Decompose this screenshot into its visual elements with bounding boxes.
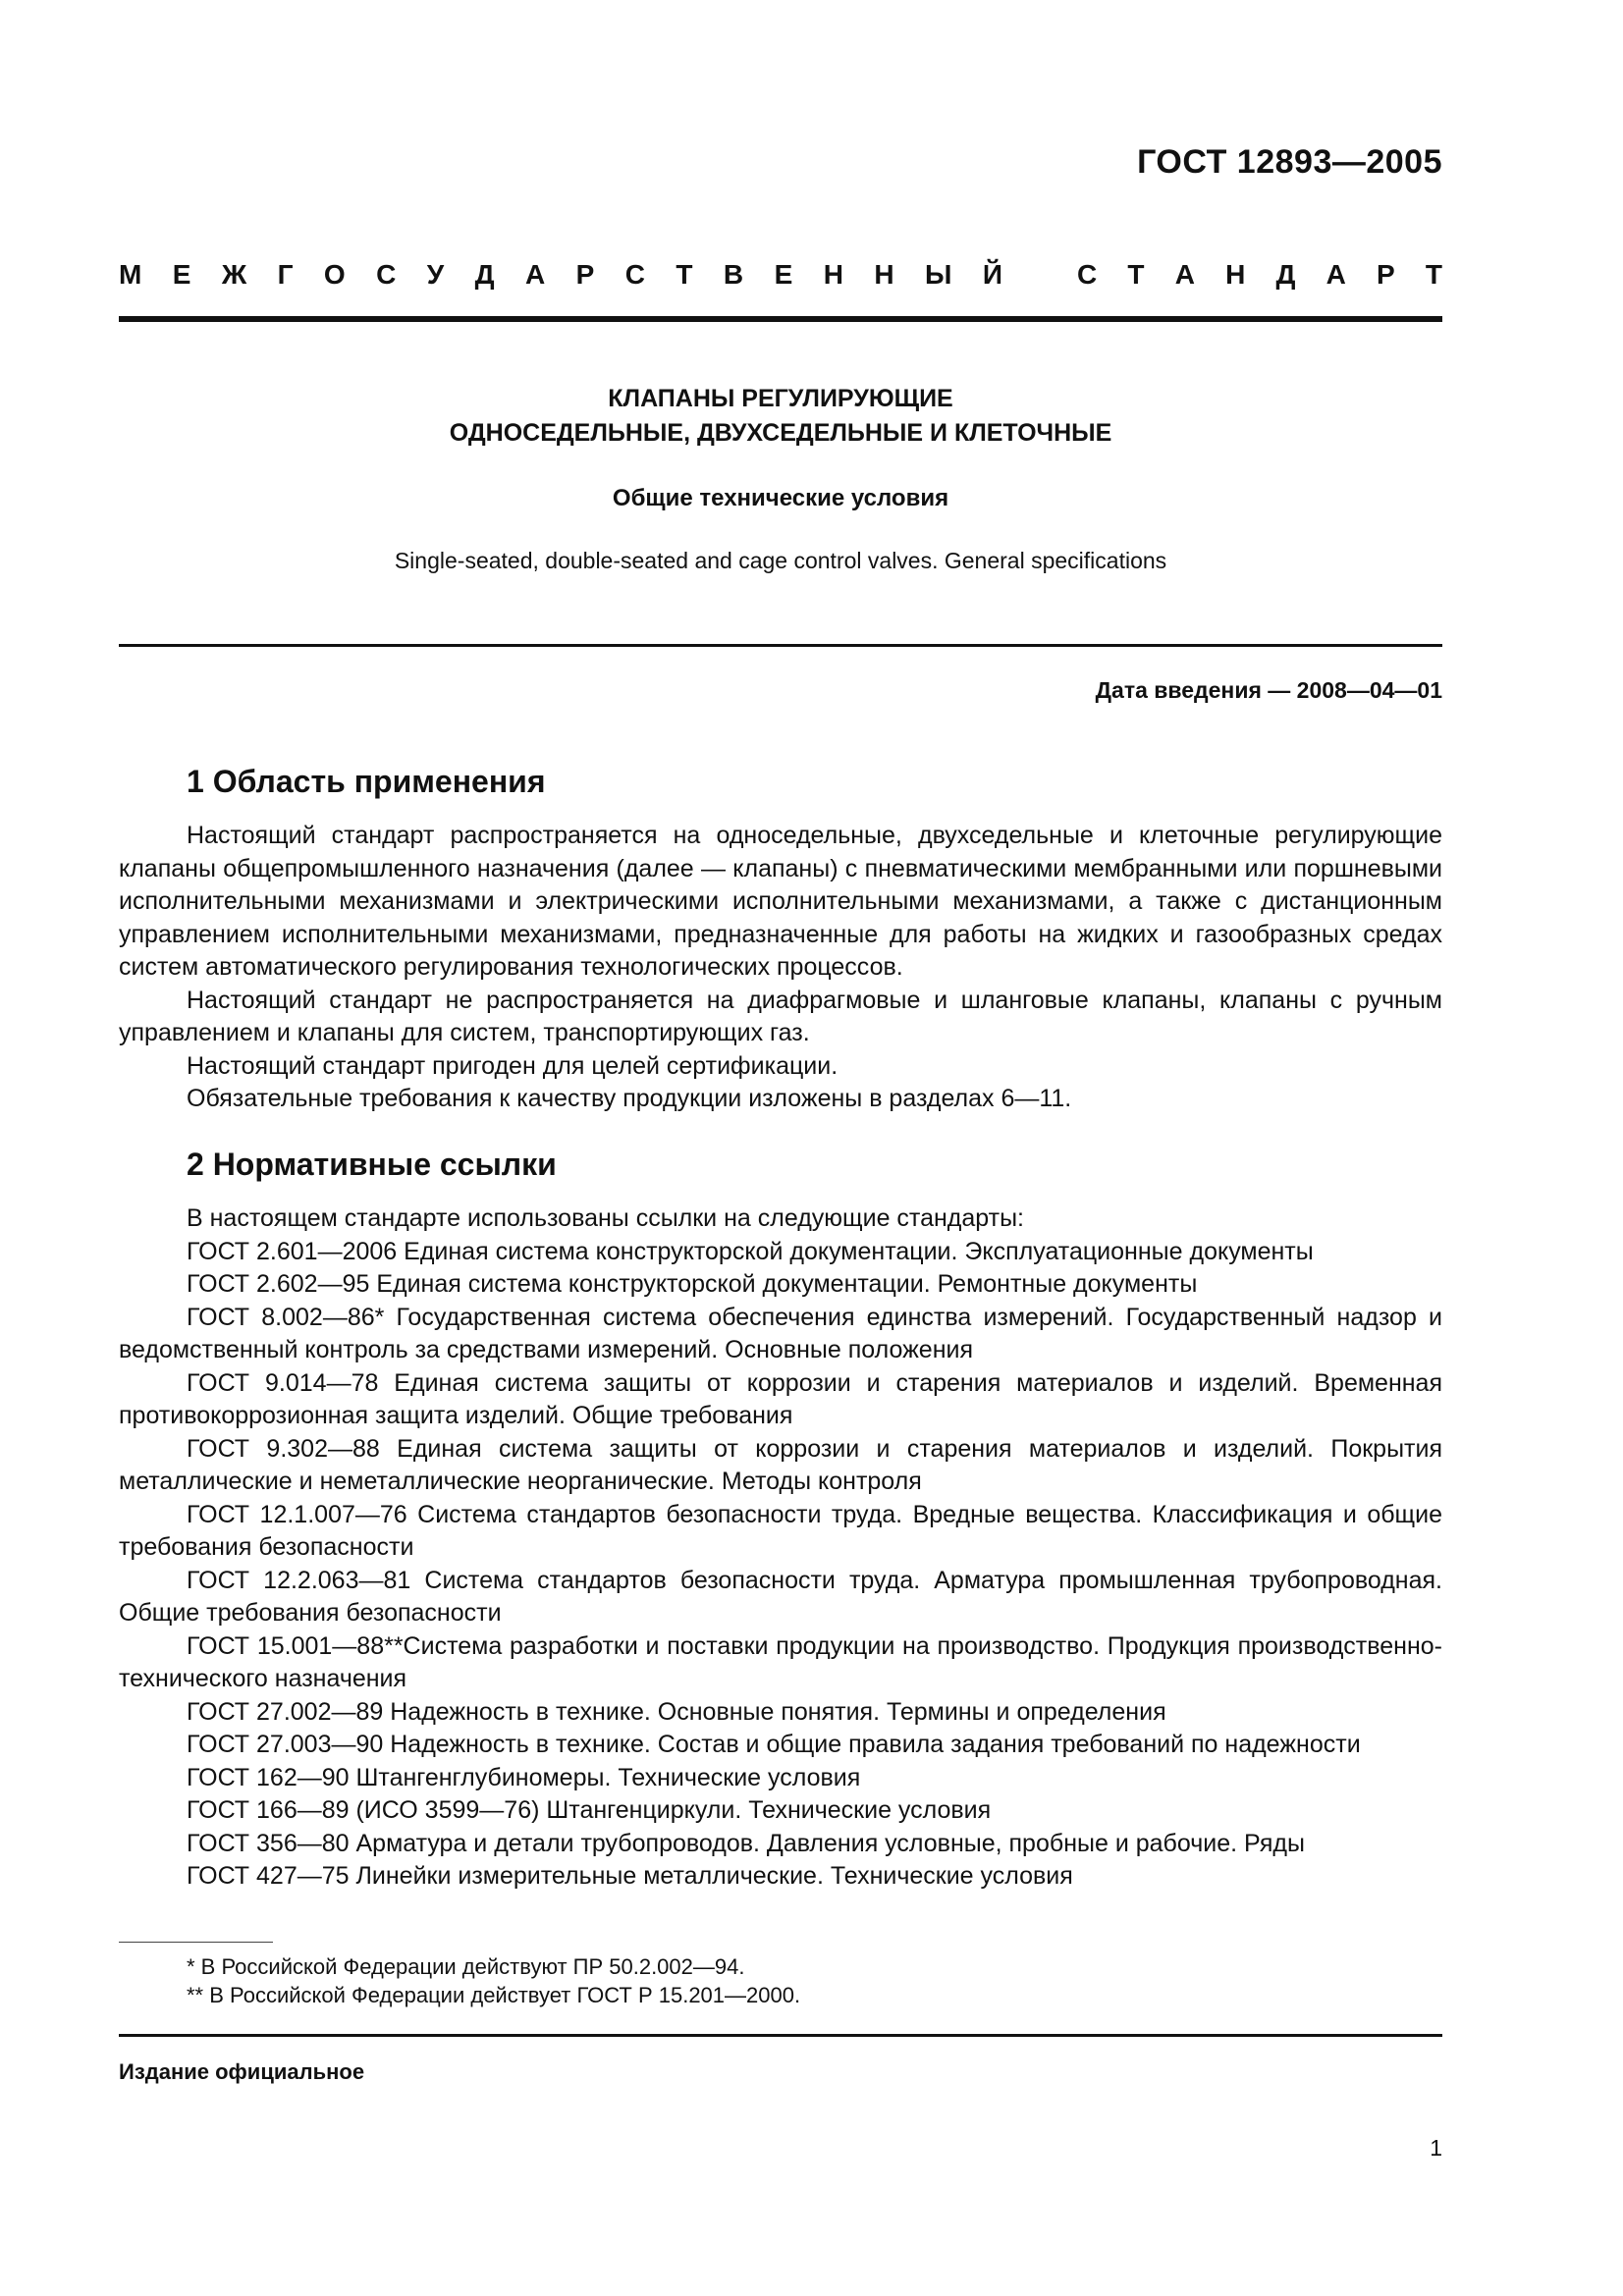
section-1-body xyxy=(119,820,1442,1116)
banner-letter: У xyxy=(426,259,445,290)
banner-letter: Е xyxy=(172,259,191,290)
reference-item: ГОСТ 27.003—90 Надежность в технике. Состав и общие правила задания требований по надежности xyxy=(187,1731,1361,1758)
banner-letter: Т xyxy=(676,259,693,290)
banner-letter: А xyxy=(1174,259,1195,290)
reference-item: ГОСТ 12.2.063—81 Система стандартов безопасности труда. Арматура промышленная трубопроводная. Общие требования безопасности xyxy=(119,1566,1442,1627)
paragraph: Настоящий стандарт не распространяется на диафрагмовые и шланговые клапаны, клапаны с ручным управлением и клапаны для систем, транспортирующих газ. xyxy=(119,986,1442,1046)
footnote: * В Российской Федерации действуют ПР 50.2.002—94. xyxy=(187,1954,745,1979)
footnote-separator xyxy=(119,1942,273,1943)
reference-item: ГОСТ 356—80 Арматура и детали трубопроводов. Давления условные, пробные и рабочие. Ряды xyxy=(187,1829,1305,1857)
banner-letter: Д xyxy=(1275,259,1296,290)
paragraph: В настоящем стандарте использованы ссылки на следующие стандарты: xyxy=(187,1204,1025,1232)
reference-item: ГОСТ 8.002—86* Государственная система обеспечения единства измерений. Государственный надзор и ведомственный контроль за средствами измерений. Основные положения xyxy=(119,1303,1442,1363)
introduction-date: Дата введения — 2008—04—01 xyxy=(1095,677,1442,703)
reference-item: ГОСТ 27.002—89 Надежность в технике. Основные понятия. Термины и определения xyxy=(187,1697,1166,1726)
title-rule xyxy=(119,644,1442,647)
reference-item: ГОСТ 162—90 Штангенглубиномеры. Технические условия xyxy=(187,1763,861,1791)
subtitle: Общие технические условия xyxy=(612,485,949,511)
english-title: Single-seated, double-seated and cage control valves. General specifications xyxy=(394,548,1167,573)
banner-letter: Н xyxy=(874,259,894,290)
banner-word-standard xyxy=(1077,259,1442,291)
page-number: 1 xyxy=(1430,2135,1442,2161)
section-1-heading: 1 Область применения xyxy=(187,764,546,799)
banner-letter: М xyxy=(119,259,142,290)
section-2-heading: 2 Нормативные ссылки xyxy=(187,1147,557,1182)
section-2-body xyxy=(119,1202,1442,1894)
banner-letter: Р xyxy=(575,259,595,290)
banner-letter: Ы xyxy=(925,259,952,290)
official-edition-label: Издание официальное xyxy=(119,2059,365,2084)
header-rule xyxy=(119,316,1442,322)
banner-letter: С xyxy=(624,259,645,290)
reference-item: ГОСТ 9.302—88 Единая система защиты от коррозии и старения материалов и изделий. Покрытия металлические и неметаллические неорганические. Методы контроля xyxy=(119,1434,1442,1495)
title-line-1: КЛАПАНЫ РЕГУЛИРУЮЩИЕ xyxy=(608,385,953,412)
banner-letter: Е xyxy=(774,259,793,290)
banner-letter: Д xyxy=(474,259,495,290)
reference-item: ГОСТ 9.014—78 Единая система защиты от коррозии и старения материалов и изделий. Временная противокоррозионная защита изделий. Общие требования xyxy=(119,1368,1442,1429)
standard-banner xyxy=(119,259,1442,291)
reference-item: ГОСТ 166—89 (ИСО 3599—76) Штангенциркули. Технические условия xyxy=(187,1796,992,1824)
footnote: ** В Российской Федерации действует ГОСТ Р 15.201—2000. xyxy=(187,1983,801,2007)
banner-letter: Т xyxy=(1425,259,1442,290)
paragraph: Обязательные требования к качеству продукции изложены в разделах 6—11. xyxy=(187,1085,1072,1112)
banner-letter: А xyxy=(1325,259,1346,290)
reference-item: ГОСТ 15.001—88**Система разработки и поставки продукции на производство. Продукция производственно-технического назначения xyxy=(119,1631,1442,1692)
footer-rule xyxy=(119,2034,1442,2037)
paragraph: Настоящий стандарт распространяется на односедельные, двухседельные и клеточные регулирующие клапаны общепромышленного назначения (далее — клапаны) с пневматическими мембранными или поршневыми исполнительными механизмами и электрическими исполнительными механизмами, а также с дистанционным управлением исполнительными механизмами, предназначенные для работы на жидких и газообразных средах систем автоматического регулирования технологических процессов. xyxy=(119,822,1442,981)
banner-letter: Ж xyxy=(221,259,247,290)
reference-item: ГОСТ 427—75 Линейки измерительные металлические. Технические условия xyxy=(187,1862,1073,1890)
banner-letter: Т xyxy=(1127,259,1145,290)
reference-item: ГОСТ 2.602—95 Единая система конструкторской документации. Ремонтные документы xyxy=(187,1270,1198,1298)
banner-letter: Н xyxy=(1225,259,1246,290)
banner-letter: Н xyxy=(823,259,843,290)
banner-letter: Г xyxy=(277,259,294,290)
banner-letter: Р xyxy=(1377,259,1395,290)
reference-item: ГОСТ 12.1.007—76 Система стандартов безопасности труда. Вредные вещества. Классификация и общие требования безопасности xyxy=(119,1500,1442,1561)
document-number: ГОСТ 12893—2005 xyxy=(1137,143,1442,181)
reference-item: ГОСТ 2.601—2006 Единая система конструкторской документации. Эксплуатационные документы xyxy=(187,1237,1314,1265)
banner-letter: Й xyxy=(982,259,1002,290)
banner-word-interstate xyxy=(119,259,1002,291)
banner-letter: С xyxy=(1077,259,1098,290)
title-line-2: ОДНОСЕДЕЛЬНЫЕ, ДВУХСЕДЕЛЬНЫЕ И КЛЕТОЧНЫЕ xyxy=(449,419,1112,447)
banner-letter: В xyxy=(723,259,744,290)
banner-letter: А xyxy=(524,259,546,290)
footnotes xyxy=(187,1952,800,2009)
banner-letter: О xyxy=(323,259,346,290)
banner-letter: С xyxy=(376,259,397,290)
paragraph: Настоящий стандарт пригоден для целей сертификации. xyxy=(187,1051,839,1080)
